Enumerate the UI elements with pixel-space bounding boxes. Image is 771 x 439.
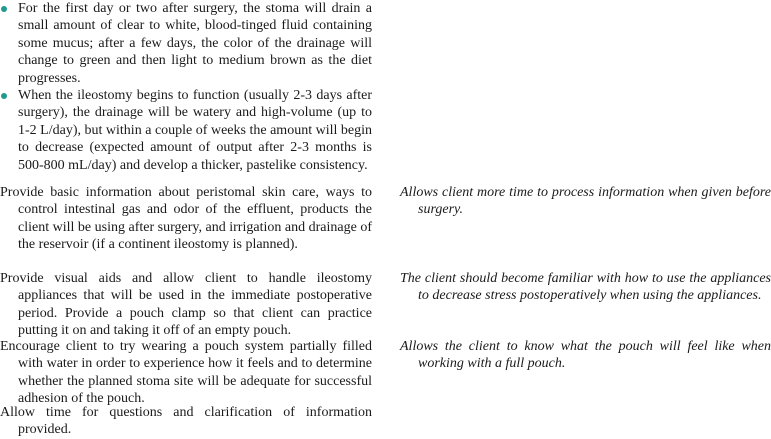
bullet-text: For the first day or two after surgery, the stoma will drain a small amount of clear to white, blood-tinged fluid containing some mucus; after a few days, the color of the drainage will change to green and then light to medium brown as the diet progresses. xyxy=(18,1,372,86)
drainage-bullet-list xyxy=(0,0,372,174)
bullet-dot-icon xyxy=(1,6,7,12)
nursing-action: Provide basic information about peristomal skin care, ways to control intestinal gas and odor of the effluent, products the client will be using after surgery, and irrigation and drainage of the reservoir (if a continent ileostomy is planned). xyxy=(0,185,372,253)
bullet-item-ileostomy-function xyxy=(0,87,372,174)
nursing-action: Provide visual aids and allow client to handle ileostomy appliances that will be used in the immediate postoperative period. Provide a pouch clamp so that client can practice putting it on and taking it off of an empty pouch. xyxy=(0,271,372,339)
rationale: The client should become familiar with how to use the appliances to decrease stress postoperatively when using the appliances. xyxy=(400,271,771,304)
bullet-item-first-days xyxy=(0,0,372,87)
rationale: Allows the client to know what the pouch will feel like when working with a full pouch. xyxy=(400,339,771,372)
nursing-action: Allow time for questions and clarification of information provided. xyxy=(0,405,372,438)
nursing-action: Encourage client to try wearing a pouch system partially filled with water in order to experience how it feels and to determine whether the planned stoma site will be adequate for successful adhesion of the pouch. xyxy=(0,339,372,407)
bullet-text: When the ileostomy begins to function (usually 2-3 days after surgery), the drainage will be watery and high-volume (up to 1-2 L/day), but within a couple of weeks the amount will begin to decrease (expected amount of output after 2-3 months is 500-800 mL/day) and develop a thicker, pastelike consistency. xyxy=(18,88,372,173)
rationale: Allows client more time to process information when given before surgery. xyxy=(400,185,771,218)
bullet-dot-icon xyxy=(1,93,7,99)
